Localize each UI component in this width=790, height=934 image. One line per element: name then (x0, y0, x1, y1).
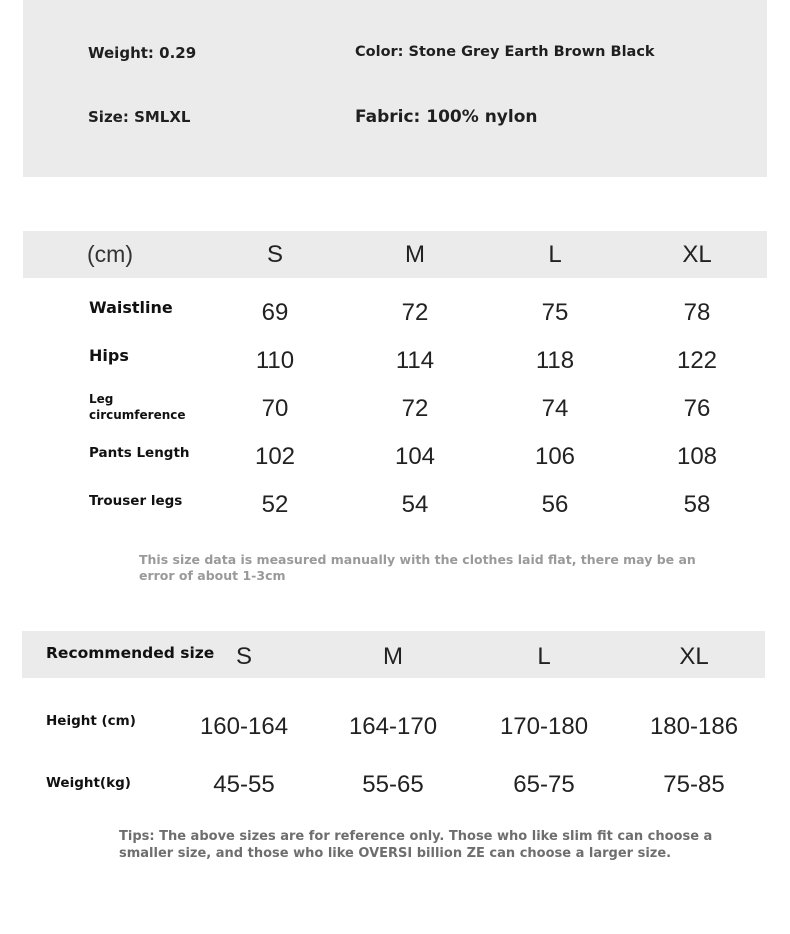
size-header-s: S (266, 241, 284, 268)
table-cell: 75 (541, 299, 569, 326)
table-cell: 180-186 (649, 713, 739, 740)
row-label-trouser-legs: Trouser legs (89, 493, 183, 509)
size-tips (119, 828, 719, 862)
size-chart-header (23, 231, 767, 278)
recommended-header-s: S (235, 643, 253, 670)
row-label-weight: Weight(kg) (46, 775, 131, 791)
recommended-header-m: M (383, 643, 403, 670)
row-label-circumference: circumference (89, 408, 186, 422)
table-cell: 104 (394, 443, 436, 470)
row-label-height: Height (cm) (46, 713, 136, 729)
table-cell: 108 (676, 443, 718, 470)
table-cell: 114 (395, 347, 435, 374)
unit-label: (cm) (87, 241, 133, 267)
table-cell: 164-170 (348, 713, 438, 740)
table-cell: 122 (676, 347, 718, 374)
table-cell: 70 (261, 395, 289, 422)
table-cell: 54 (401, 491, 429, 518)
fabric-info: Fabric: 100% nylon (355, 107, 538, 127)
recommended-header-l: L (537, 643, 551, 670)
measurement-note-line1: This size data is measured manually with the clothes laid flat, there may be an (139, 552, 696, 567)
row-label-leg: Leg (89, 392, 114, 406)
table-cell: 52 (261, 491, 289, 518)
row-label-waistline: Waistline (89, 298, 173, 317)
measurement-note-line2: error of about 1-3cm (139, 568, 286, 583)
table-cell: 72 (401, 395, 429, 422)
size-tips-line1: Tips: The above sizes are for reference only. Those who like slim fit can choose a (119, 829, 713, 844)
table-cell: 58 (683, 491, 711, 518)
size-info: Size: SMLXL (88, 108, 191, 126)
weight-info: Weight: 0.29 (88, 44, 197, 62)
table-cell: 65-75 (513, 771, 575, 798)
table-cell: 72 (401, 299, 429, 326)
size-header-l: L (548, 241, 562, 268)
table-cell: 106 (534, 443, 576, 470)
table-cell: 160-164 (199, 713, 289, 740)
table-cell: 76 (683, 395, 711, 422)
recommended-size-label: Recommended size (46, 644, 215, 662)
size-header-m: M (405, 241, 425, 268)
table-cell: 170-180 (499, 713, 589, 740)
table-cell: 78 (683, 299, 711, 326)
table-cell: 102 (254, 443, 296, 470)
color-info: Color: Stone Grey Earth Brown Black (355, 44, 655, 60)
row-label-pants-length: Pants Length (89, 445, 190, 461)
table-cell: 56 (541, 491, 569, 518)
table-cell: 118 (535, 347, 575, 374)
table-cell: 110 (255, 347, 295, 374)
table-cell: 74 (541, 395, 569, 422)
size-header-xl: XL (682, 241, 712, 268)
product-info-panel (23, 0, 767, 177)
size-tips-line2: smaller size, and those who like OVERSI billion ZE can choose a larger size. (119, 846, 672, 861)
table-cell: 69 (261, 299, 289, 326)
table-cell: 45-55 (213, 771, 275, 798)
table-cell: 55-65 (362, 771, 424, 798)
table-cell: 75-85 (663, 771, 725, 798)
row-label-hips: Hips (89, 346, 129, 365)
recommended-header-xl: XL (679, 643, 709, 670)
measurement-note (139, 552, 699, 584)
